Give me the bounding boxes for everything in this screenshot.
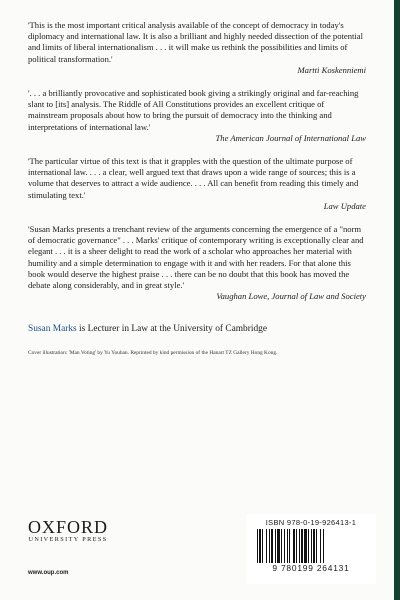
publisher-footer <box>28 518 372 588</box>
review-quote <box>28 20 366 76</box>
spine-accent-bar <box>394 0 400 600</box>
review-quote <box>28 156 366 212</box>
isbn-label: ISBN 978-0-19-926413-1 <box>265 518 357 527</box>
review-quote <box>28 88 366 144</box>
review-attribution: Law Update <box>323 200 366 211</box>
review-attribution: Martti Koskenniemi <box>297 64 366 75</box>
author-bio <box>28 324 366 334</box>
barcode-number: 9 780199 264131 <box>272 563 350 573</box>
oup-logo-word: OXFORD <box>28 517 109 537</box>
back-cover-text <box>28 20 366 357</box>
barcode-block <box>246 514 376 584</box>
review-text: 'This is the most important critical analysis available of the concept of democracy in today's diplomacy and international law. It is also a brilliant and highly needed dissection of the potential and limits of liberal internationalism . . . it will make us rethink the possibilities and limits of political transformation.' <box>28 20 363 64</box>
publisher-website: www.oup.com <box>28 570 69 576</box>
review-text: 'The particular virtue of this text is that it grapples with the question of the ultimate purpose of international law. . . . a clear, well argued text that draws upon a wide range of sources; this is a volume that deserves to attract a wide audience. . . . All can benefit from reading this timely and stimulating text.' <box>28 156 359 200</box>
review-attribution: The American Journal of International Law <box>215 132 366 143</box>
review-quote <box>28 224 366 302</box>
review-attribution: Vaughan Lowe, Journal of Law and Society <box>216 291 366 302</box>
review-text: 'Susan Marks presents a trenchant review of the arguments concerning the emergence of a "norm of democratic governance" . . . Marks' critique of contemporary writing is exceptionally clear and elegant . . . it is a sheer delight to read the work of a scholar who approaches her material with humility and a simple determination to engage with it and with her readers. For that alone this book would deserve the highest praise . . . there can be no doubt that this book has moved the debate along considerably, and in great style.' <box>28 224 364 291</box>
author-name: Susan Marks <box>28 324 77 335</box>
cover-illustration-credit: Cover illustration: 'Man Voting' by Yu Youhan. Reprinted by kind permission of the Hanart TZ Gallery Hong Kong. <box>28 350 278 357</box>
barcode-icon <box>255 529 367 563</box>
oup-logo-sub: UNIVERSITY PRESS <box>28 536 108 543</box>
review-text: '. . . a brilliantly provocative and sophisticated book giving a strikingly original and far-reaching slant to [its] analysis. The Riddle of All Constitutions provides an excellent critique of mainstream proposals about how to bring the pursuit of democracy into the thinking and interpretations of international law.' <box>28 88 359 132</box>
author-bio-text: is Lecturer in Law at the University of Cambridge <box>76 324 268 335</box>
oup-logo <box>28 518 108 544</box>
